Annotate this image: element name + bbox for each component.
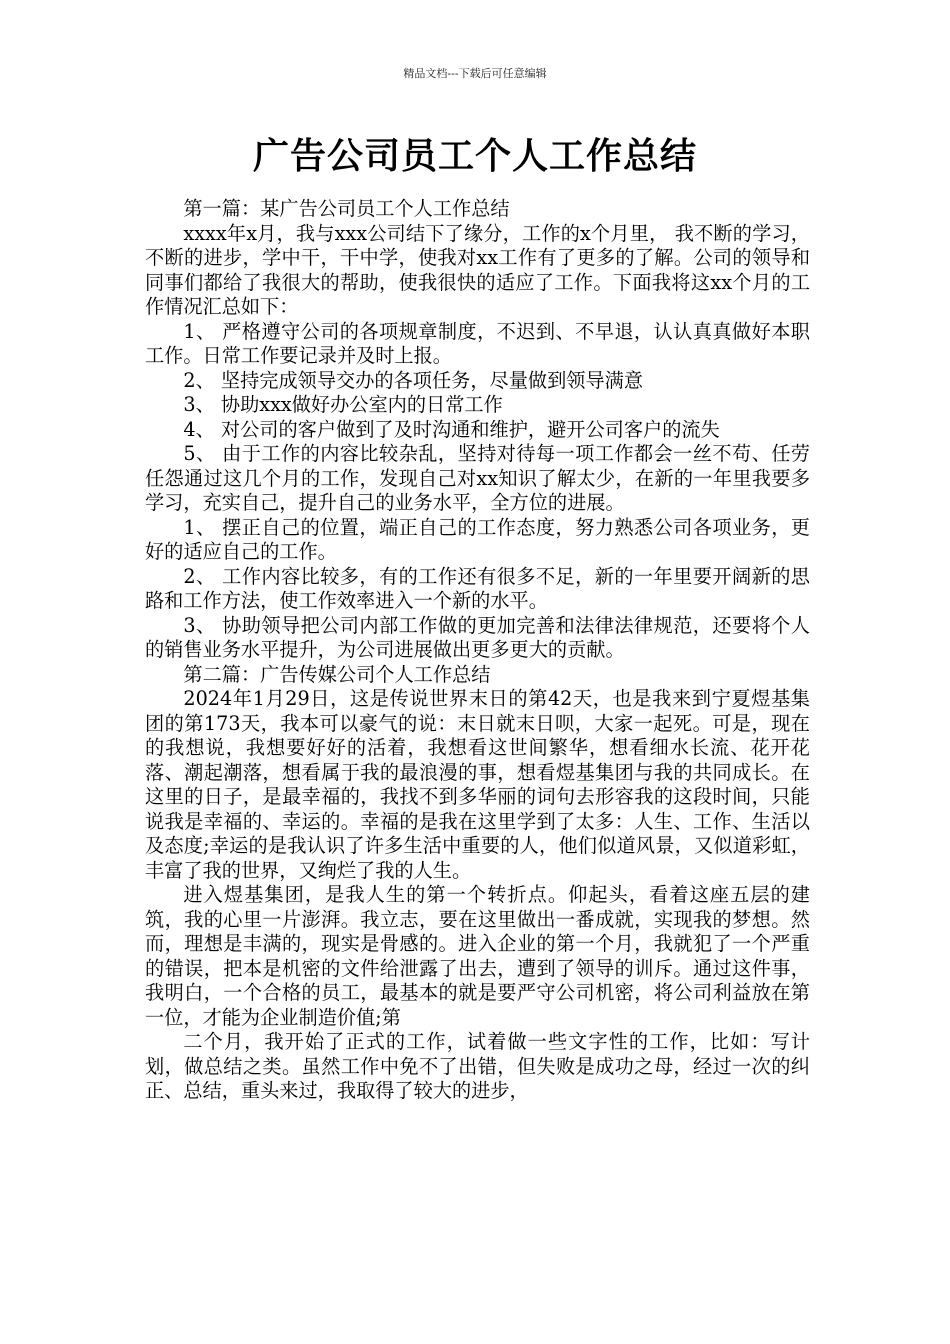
list-item: 5、 由于工作的内容比较杂乱，坚持对待每一项工作都会一丝不苟、任劳任怨通过这几个月的工作，发现自己对xx知识了解太少，在新的一年里我要多学习，充实自己，提升自己的业务水平，全方位的进展。	[145, 442, 810, 514]
list-item: 2、 工作内容比较多，有的工作还有很多不足，新的一年里要开阔新的思路和工作方法，使工作效率进入一个新的水平。	[145, 564, 810, 612]
paragraph: xxxx年x月，我与xxx公司结下了缘分，工作的x个月里， 我不断的学习，不断的进步，学中干，干中学，使我对xx工作有了更多的了解。公司的领导和同事们都给了我很大的帮助，使我很快的适应了工作。下面我将这xx个月的工作情况汇总如下：	[145, 221, 810, 318]
list-item: 1、 摆正自己的位置，端正自己的工作态度，努力熟悉公司各项业务，更好的适应自己的工作。	[145, 515, 810, 563]
list-item: 1、 严格遵守公司的各项规章制度，不迟到、不早退，认认真真做好本职工作。日常工作要记录并及时上报。	[145, 319, 810, 367]
paragraph: 二个月，我开始了正式的工作，试着做一些文字性的工作，比如：写计划，做总结之类。虽然工作中免不了出错，但失败是成功之母，经过一次的纠正、总结，重头来过，我取得了较大的进步，	[145, 1030, 810, 1102]
section-heading: 第一篇：某广告公司员工个人工作总结	[183, 197, 510, 220]
list-item: 2、 坚持完成领导交办的各项任务，尽量做到领导满意	[183, 368, 644, 392]
document-body	[145, 197, 810, 1104]
list-item: 3、 协助领导把公司内部工作做的更加完善和法律法律规范，还要将个人的销售业务水平提升，为公司进展做出更多更大的贡献。	[145, 613, 810, 661]
paragraph: 进入煜基集团，是我人生的第一个转折点。仰起头，看着这座五层的建筑，我的心里一片澎湃。我立志，要在这里做出一番成就，实现我的梦想。然而，理想是丰满的，现实是骨感的。进入企业的第一个月，我就犯了一个严重的错误，把本是机密的文件给泄露了出去，遭到了领导的训斥。通过这件事，我明白，一个合格的员工，最基本的就是要严守公司机密，将公司利益放在第一位，才能为企业制造价值;第	[145, 883, 810, 1029]
section-heading: 第二篇：广告传媒公司个人工作总结	[183, 662, 491, 686]
page-header-note: 精品文档---下载后可任意编辑	[403, 67, 547, 80]
list-item: 4、 对公司的客户做到了及时沟通和维护，避开公司客户的流失	[183, 417, 720, 441]
list-item: 3、 协助xxx做好办公室内的日常工作	[183, 393, 503, 416]
document-title: 广告公司员工个人工作总结	[252, 136, 697, 177]
paragraph: 2024年1月29日，这是传说世界末日的第42天，也是我来到宁夏煜基集团的第173天，我本可以豪气的说：末日就末日呗，大家一起死。可是，现在的我想说，我想要好好的活着，我想看这世间繁华，想看细水长流、花开花落、潮起潮落，想看属于我的最浪漫的事，想看煜基集团与我的共同成长。在这里的日子，是最幸福的，我找不到多华丽的词句去形容我的这段时间，只能说我是幸福的、幸运的。幸福的是我在这里学到了太多：人生、工作、生活以及态度;幸运的是我认识了许多生活中重要的人，他们似道风景，又似道彩虹，丰富了我的世界，又绚烂了我的人生。	[145, 687, 810, 882]
